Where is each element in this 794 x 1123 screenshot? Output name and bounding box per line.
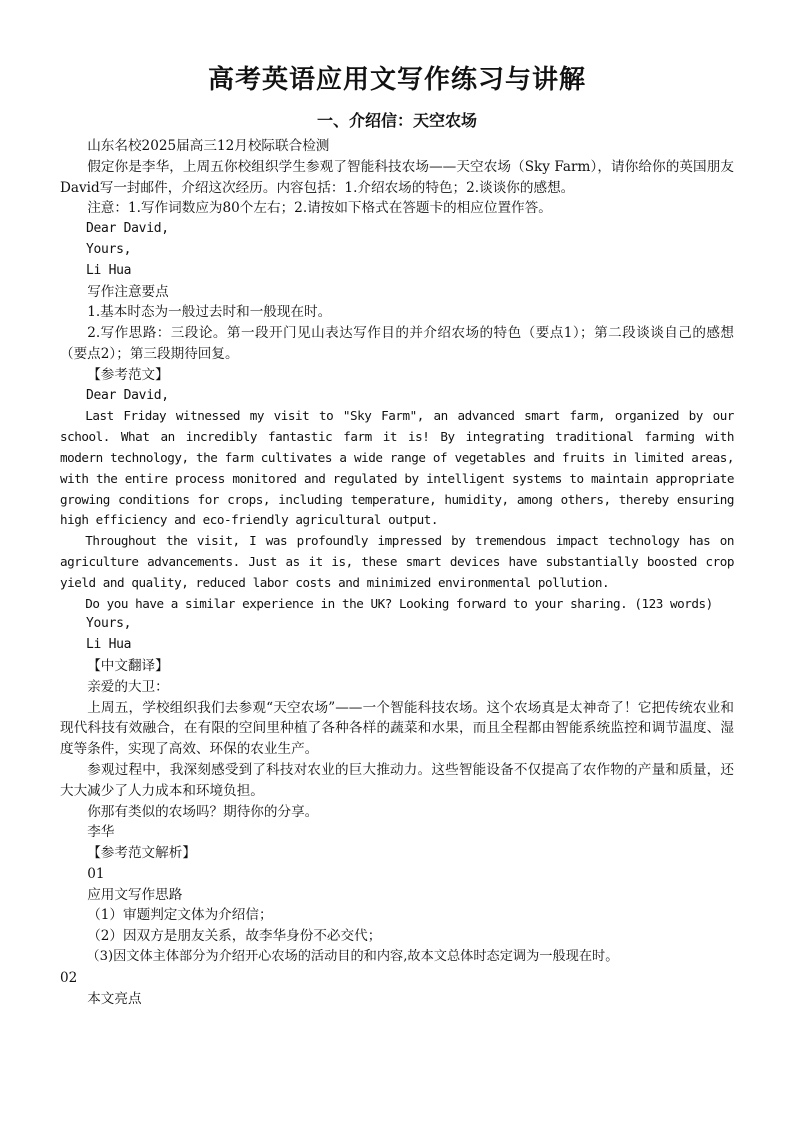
model-essay-greeting: Dear David, bbox=[86, 387, 169, 403]
translation-heading: 【中文翻译】 bbox=[87, 657, 169, 674]
analysis-item-1: （1）审题判定文体为介绍信； bbox=[87, 907, 273, 924]
translation-paragraph-2: 参观过程中，我深刻感受到了科技对农业的巨大推动力。这些智能设备不仅提高了农作物的产量和质量，还大大减少了人力成本和环境负担。 bbox=[60, 761, 734, 799]
analysis-number-2: 02 bbox=[60, 969, 78, 986]
document-title: 高考英语应用文写作练习与讲解 bbox=[207, 65, 586, 95]
task-signature: Li Hua bbox=[86, 262, 132, 278]
analysis-subheading-1: 应用文写作思路 bbox=[87, 886, 183, 903]
translation-paragraph-1: 上周五，学校组织我们去参观“天空农场”——一个智能科技农场。这个农场真是太神奇了！它把传统农业和现代科技有效融合，在有限的空间里种植了各种各样的蔬菜和水果，而且全程都由智能系统监控和调节温度、湿度等条件，实现了高效、环保的农业生产。 bbox=[60, 699, 734, 758]
writing-point-1: 1.基本时态为一般过去时和一般现在时。 bbox=[87, 304, 332, 321]
translation-paragraph-3: 你那有类似的农场吗？期待你的分享。 bbox=[87, 803, 319, 820]
writing-point-2: 2.写作思路：三段论。第一段开门见山表达写作目的并介绍农场的特色（要点1）；第二段谈谈自己的感想（要点2）；第三段期待回复。 bbox=[60, 325, 734, 362]
translation-greeting: 亲爱的大卫： bbox=[87, 678, 169, 695]
task-prompt: 假定你是李华，上周五你校组织学生参观了智能科技农场——天空农场（Sky Farm），请你给你的英国朋友David写一封邮件，介绍这次经历。内容包括：1.介绍农场的特色；2.谈谈你的感想。 bbox=[60, 158, 734, 196]
translation-signature: 李华 bbox=[87, 824, 115, 841]
analysis-heading: 【参考范文解析】 bbox=[87, 845, 196, 862]
model-essay-heading: 【参考范文】 bbox=[87, 366, 169, 383]
analysis-item-3: （3)因文体主体部分为介绍开心农场的活动目的和内容,故本文总体时态定调为一般现在时。 bbox=[86, 949, 619, 965]
model-essay-paragraph-3: Do you have a similar experience in the UK? Looking forward to your sharing. (123 words) bbox=[85, 595, 713, 611]
analysis-subheading-2: 本文亮点 bbox=[87, 990, 142, 1007]
document-page bbox=[60, 62, 734, 1009]
analysis-item-2: （2）因双方是朋友关系，故李华身份不必交代； bbox=[87, 928, 382, 945]
model-essay-paragraph-2: Throughout the visit, I was profoundly impressed by tremendous impact technology has on agriculture advancements. Just as it is, these smart devices have substantially boosted crop yield and quality, reduced labor costs and minimized environmental pollution. bbox=[60, 533, 734, 590]
model-essay-signature: Li Hua bbox=[86, 637, 132, 653]
analysis-number-1: 01 bbox=[87, 865, 105, 882]
task-greeting: Dear David, bbox=[86, 221, 169, 237]
task-note: 注意：1.写作词数应为80个左右；2.请按如下格式在答题卡的相应位置作答。 bbox=[87, 200, 552, 217]
model-essay-closing: Yours, bbox=[86, 616, 132, 632]
model-essay-paragraph-1: Last Friday witnessed my visit to "Sky Farm", an advanced smart farm, organized by our school. What an incredibly fantastic farm it is! By integrating traditional farming with modern technology, the farm cultivates a wide range of vegetables and fruits in limited areas, with the entire process monitored and regulated by intelligent systems to maintain appropriate growing conditions for crops, including temperature, humidity, among others, thereby ensuring high efficiency and eco-friendly agricultural output. bbox=[60, 408, 734, 528]
section-heading: 一、介绍信：天空农场 bbox=[316, 111, 477, 130]
writing-points-heading: 写作注意要点 bbox=[87, 283, 169, 300]
task-closing: Yours, bbox=[86, 241, 132, 257]
task-source: 山东名校2025届高三12月校际联合检测 bbox=[87, 138, 330, 154]
